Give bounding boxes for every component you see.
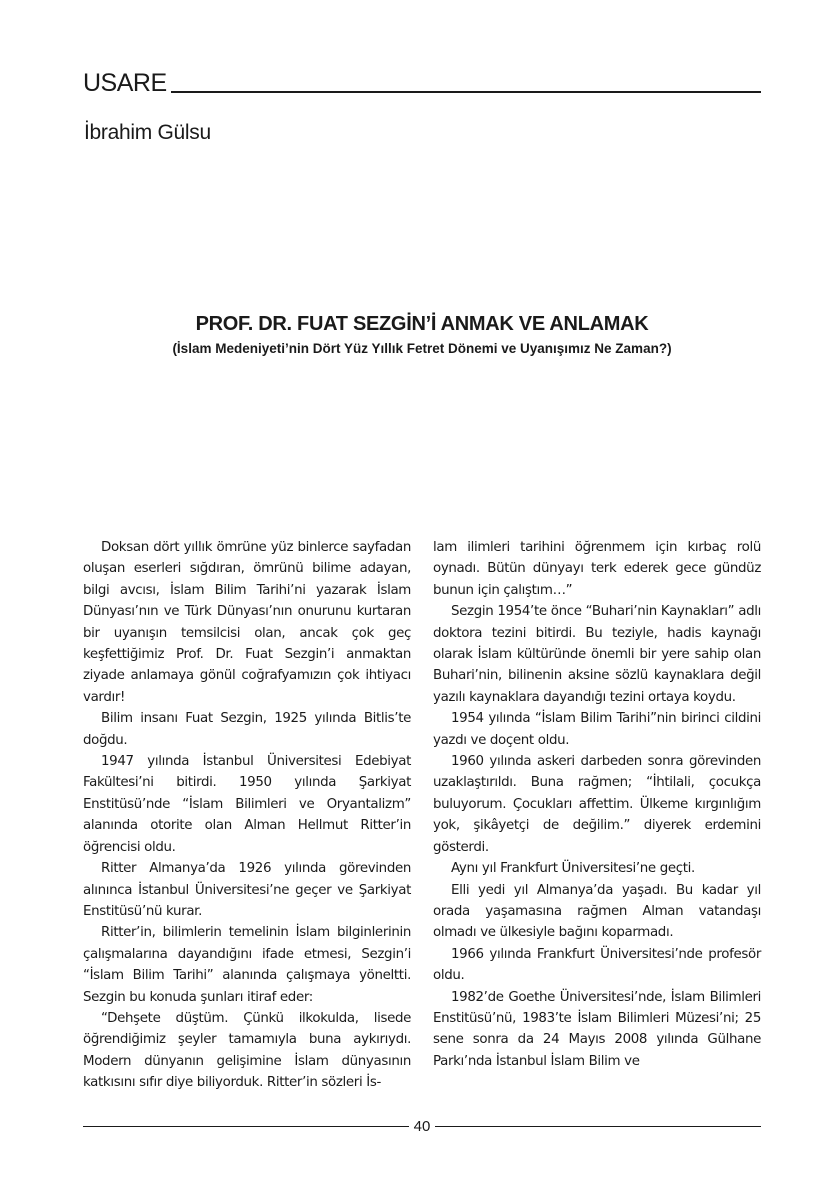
header-rule [171,91,761,93]
paragraph: 1954 yılında “İslam Bilim Tarihi”nin birinci cildini yazdı ve doçent oldu. [433,711,761,748]
paragraph-continuation: lam ilimleri tarihini öğrenmem için kırbaç rolü oynadı. Bütün dünyayı terk ederek gece gündüz bunun için çalıştım…” [433,540,761,598]
paragraph: Bilim insanı Fuat Sezgin, 1925 yılında Bitlis’te doğdu. [83,711,411,748]
paragraph: Ritter Almanya’da 1926 yılında görevinden alınınca İstanbul Üniversitesi’ne geçer ve Şarkiyat Enstitüsü’nü kurar. [83,861,411,919]
paragraph: “Dehşete düştüm. Çünkü ilkokulda, lisede öğrendiğimiz şeyler tamamıyla buna aykırıydı. Modern dünyanın gelişimine İslam dünyasının katkısını sıfır diye biliyorduk. Ritter’in sözleri İs- [83,1010,411,1091]
paragraph: Sezgin 1954’te önce “Buhari’nin Kaynakları” adlı doktora tezini bitirdi. Bu teziyle, hadis kaynağı olarak İslam kültüründe önemli bir yere sahip olan Buhari’nin, bilinenin aksine sözlü kaynaklara değil yazılı kaynaklara dayandığı tezini ortaya koydu. [433,604,761,705]
article-heading [83,313,761,356]
running-header [83,66,761,96]
paragraph: Doksan dört yıllık ömrüne yüz binlerce sayfadan oluşan eserleri sığdıran, ömrünü bilime adayan, bilgi avcısı, İslam Bilim Tarihi’ni yazarak İslam Dünyası’nın ve Türk Dünyası’nın onurunu kurtaran bir uyanışın temsilcisi olan, ancak çok geç keşfettiğimiz Prof. Dr. Fuat Sezgin’i anmaktan ziyade anlamaya gönül coğrafyamızın çok ihtiyacı vardır! [83,540,411,705]
paragraph: 1947 yılında İstanbul Üniversitesi Edebiyat Fakültesi’ni bitirdi. 1950 yılında Şarkiyat Enstitüsü’nde “İslam Bilimleri ve Oryantalizm” alanında otorite olan Alman Hellmut Ritter’in öğrencisi oldu. [83,754,411,855]
article-title: PROF. DR. FUAT SEZGİN’İ ANMAK VE ANLAMAK [195,313,649,335]
right-column [433,537,761,1072]
paragraph: Aynı yıl Frankfurt Üniversitesi’ne geçti. [451,861,695,877]
paragraph: 1982’de Goethe Üniversitesi’nde, İslam Bilimleri Enstitüsü’nü, 1983’te İslam Bilimleri Müzesi’ni; 25 sene sonra da 24 Mayıs 2008 yılında Gülhane Parkı’nda İstanbul İslam Bilim ve [433,989,761,1069]
footer-rule-left [83,1126,409,1127]
author-name: İbrahim Gülsu [84,121,211,144]
paragraph: Ritter’in, bilimlerin temelinin İslam bilginlerinin çalışmalarına dayandığını ifade etmesi, Sezgin’i “İslam Bilim Tarihi” alanında çalışmaya yöneltti. Sezgin bu konuda şunları itiraf eder: [83,925,411,1005]
paragraph: 1966 yılında Frankfurt Üniversitesi’nde profesör oldu. [433,946,761,984]
paragraph: Elli yedi yıl Almanya’da yaşadı. Bu kadar yıl orada yaşamasına rağmen Alman vatandaşı olmadı ve ülkesiyle bağını koparmadı. [433,882,761,941]
page-footer [83,1116,761,1136]
journal-name: USARE [83,69,167,97]
article-subtitle: (İslam Medeniyeti’nin Dört Yüz Yıllık Fetret Dönemi ve Uyanışımız Ne Zaman?) [172,341,672,356]
page-number: 40 [413,1117,431,1135]
paragraph: 1960 yılında askeri darbeden sonra görevinden uzaklaştırıldı. Buna rağmen; “İhtilali, çocukça buluyorum. Çocukları affettim. Ülkeme kırgınlığım yok, şikâyetçi de değilim.” diyerek erdemini gösterdi. [433,754,761,855]
left-column [83,537,411,1094]
footer-rule-right [435,1126,761,1127]
